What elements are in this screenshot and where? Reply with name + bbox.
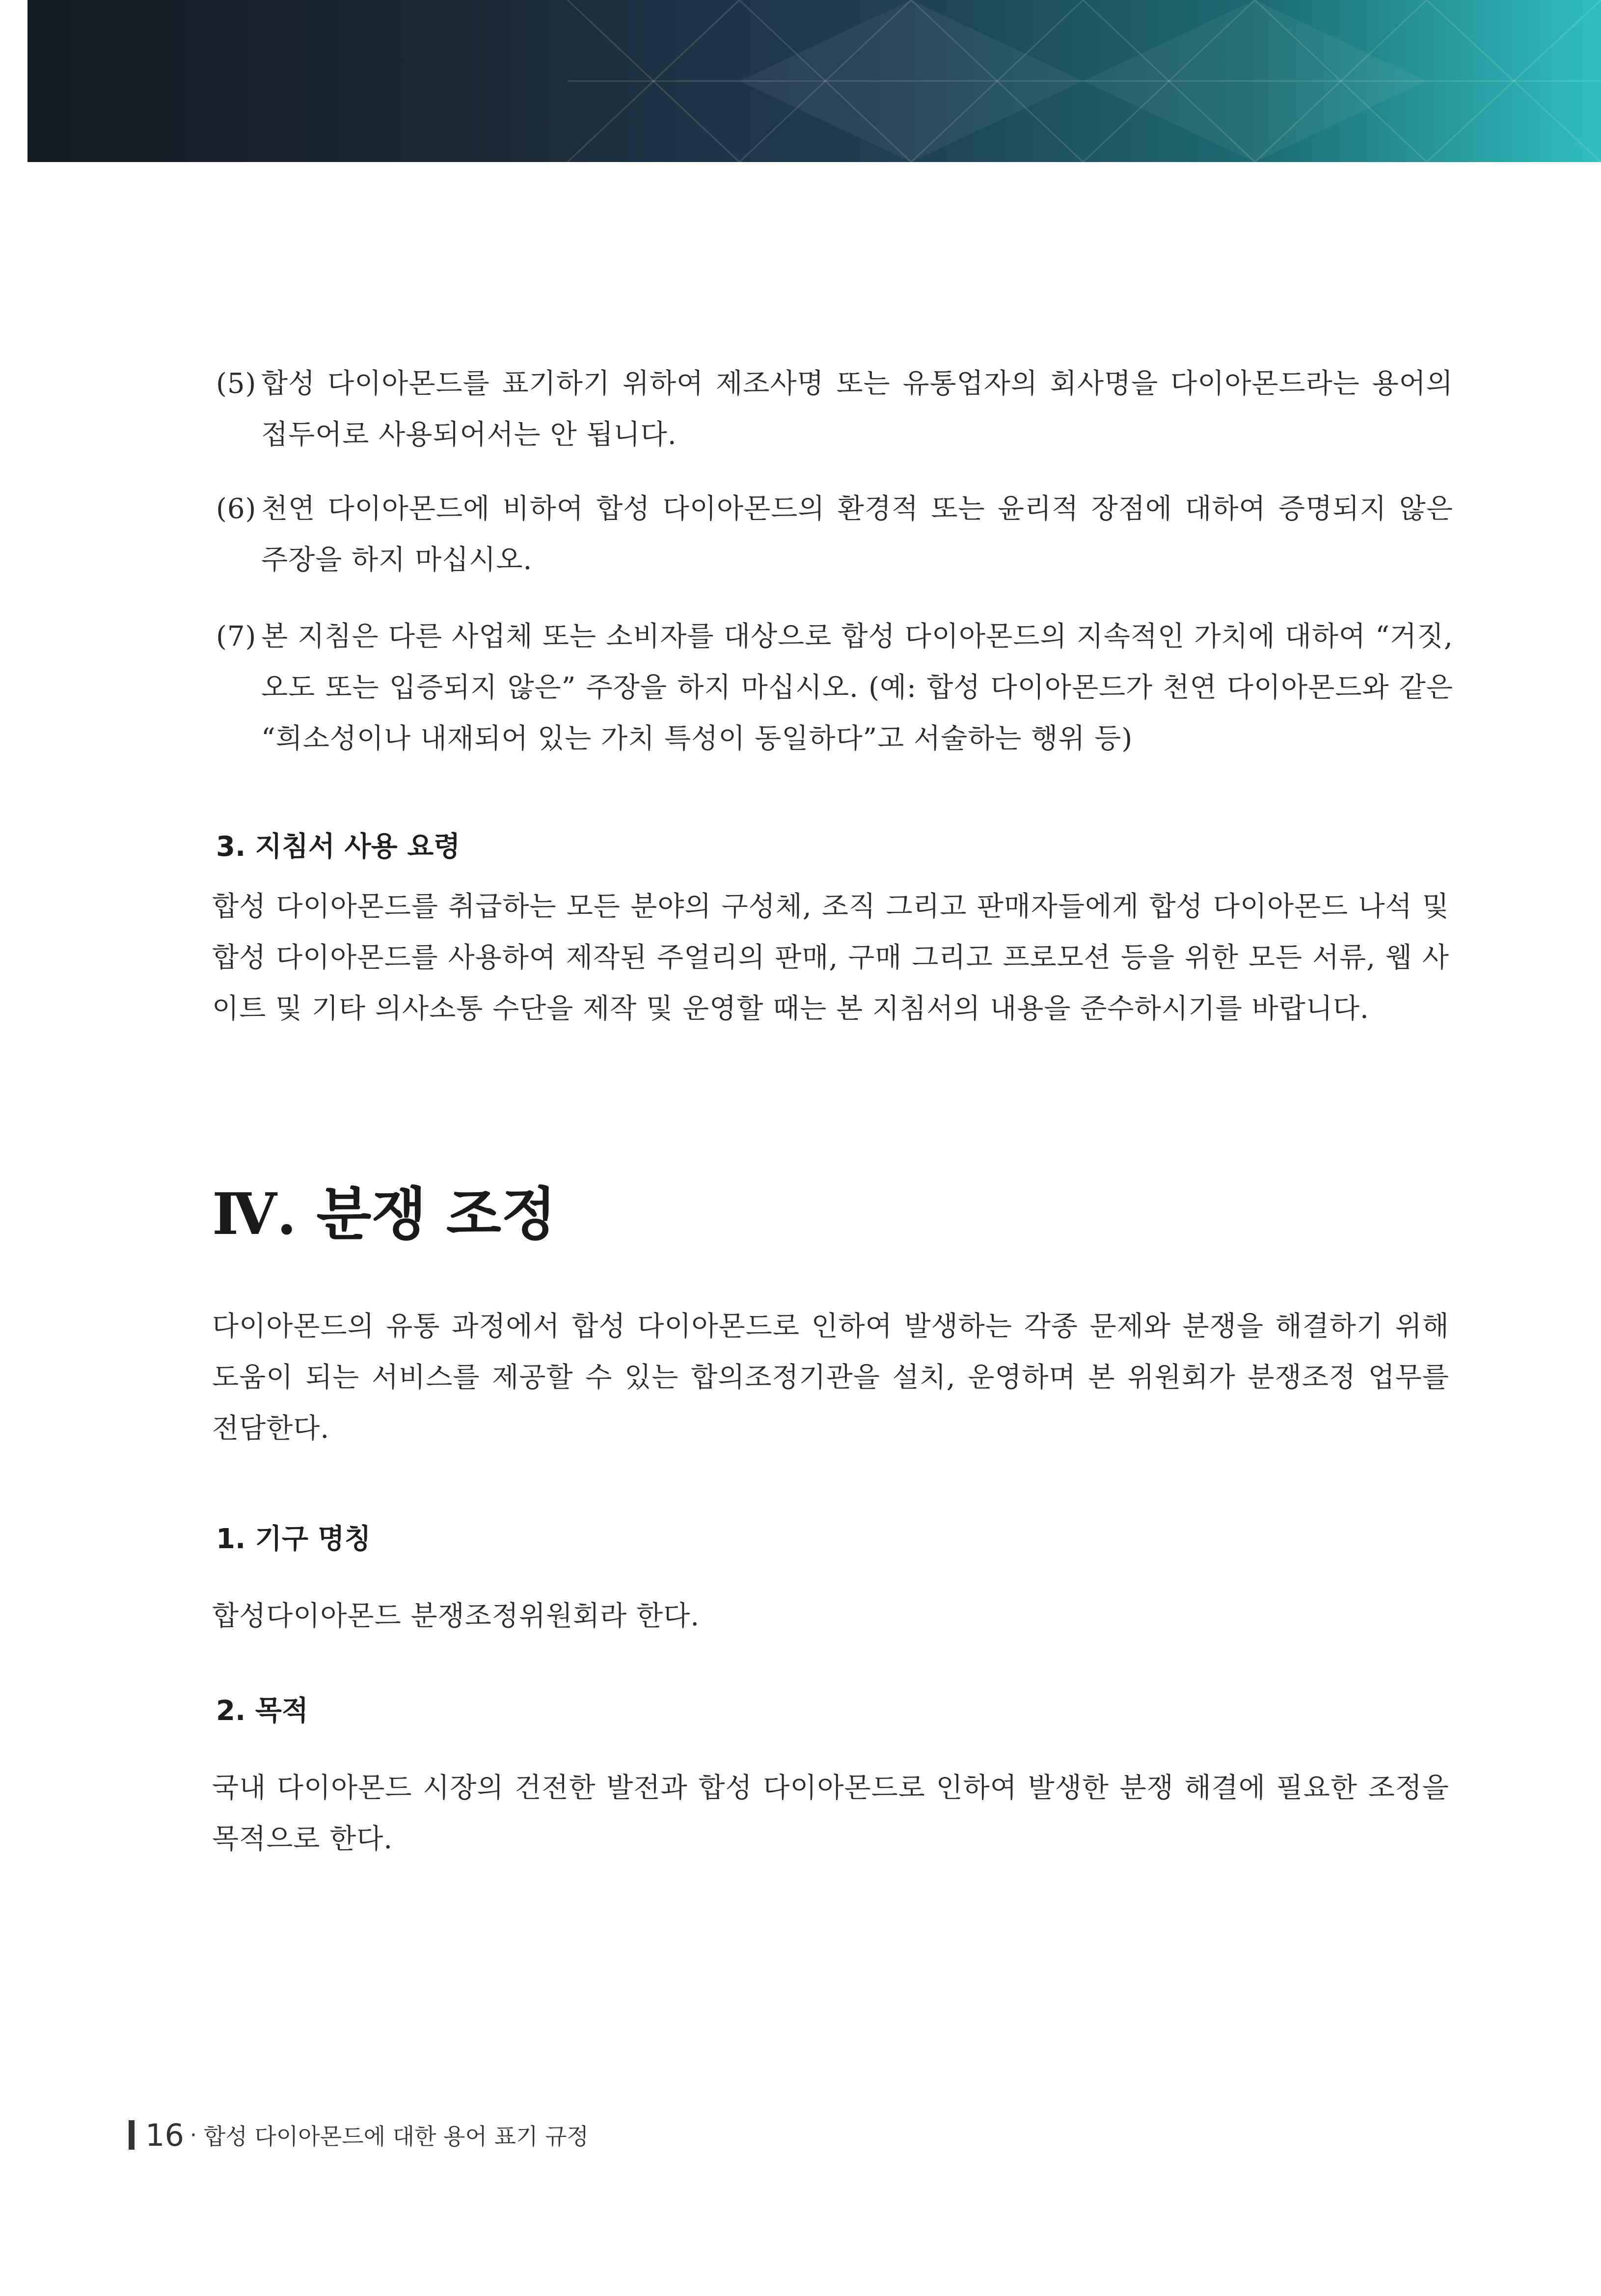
subsection-paragraph: 합성다이아몬드 분쟁조정위원회라 한다. [212,1600,700,1632]
subsection-heading-purpose: 2. 목적 [216,1695,308,1727]
footer-bar [129,2120,135,2150]
subsection-paragraph: 국내 다이아몬드 시장의 건전한 발전과 합성 다이아몬드로 인하여 발생한 분쟁 해결에 필요한 조정을 목적으로 한다. [212,1772,1449,1855]
page-footer [129,2115,589,2155]
list-number: (6) [216,493,257,525]
page-number: 16 [145,2117,184,2153]
subsection-heading-name: 1. 기구 명칭 [216,1523,371,1555]
banner-diamond-pattern [27,0,1601,162]
chapter-title: Ⅳ. 분쟁 조정 [212,1181,557,1248]
list-text: 본 지침은 다른 사업체 또는 소비자를 대상으로 합성 다이아몬드의 지속적인 가치에 대하여 “거짓, 오도 또는 입증되지 않은” 주장을 하지 마십시오. (예: 합성 다이아몬드가 천연 다이아몬드와 같은 “희소성이나 내재되어 있는 가치 특성이 동일하다”고 서술하는 행위 등) [261,621,1453,755]
section-paragraph: 합성 다이아몬드를 취급하는 모든 분야의 구성체, 조직 그리고 판매자들에게 합성 다이아몬드 나석 및 합성 다이아몬드를 사용하여 제작된 주얼리의 판매, 구매 그리고 프로모션 등을 위한 모든 서류, 웹 사이트 및 기타 의사소통 수단을 제작 및 운영할 때는 본 지침서의 내용을 준수하시기를 바랍니다. [212,891,1449,1025]
list-number: (7) [216,621,257,653]
list-number: (5) [216,368,257,400]
footer-title: 합성 다이아몬드에 대한 용어 표기 규정 [203,2123,589,2150]
list-text: 천연 다이아몬드에 비하여 합성 다이아몬드의 환경적 또는 윤리적 장점에 대하여 증명되지 않은 주장을 하지 마십시오. [261,493,1453,576]
header-banner [27,0,1601,162]
section-heading-guide-usage: 3. 지침서 사용 요령 [216,831,461,863]
chapter-intro: 다이아몬드의 유통 과정에서 합성 다이아몬드로 인하여 발생하는 각종 문제와 분쟁을 해결하기 위해 도움이 되는 서비스를 제공할 수 있는 합의조정기관을 설치, 운영하며 본 위원회가 분쟁조정 업무를 전담한다. [212,1311,1449,1445]
list-text: 합성 다이아몬드를 표기하기 위하여 제조사명 또는 유통업자의 회사명을 다이아몬드라는 용어의 접두어로 사용되어서는 안 됩니다. [261,368,1453,451]
list-item-5 [216,358,1453,461]
list-item-7 [216,611,1453,765]
list-item-6 [216,484,1453,586]
footer-separator: · [190,2122,197,2148]
